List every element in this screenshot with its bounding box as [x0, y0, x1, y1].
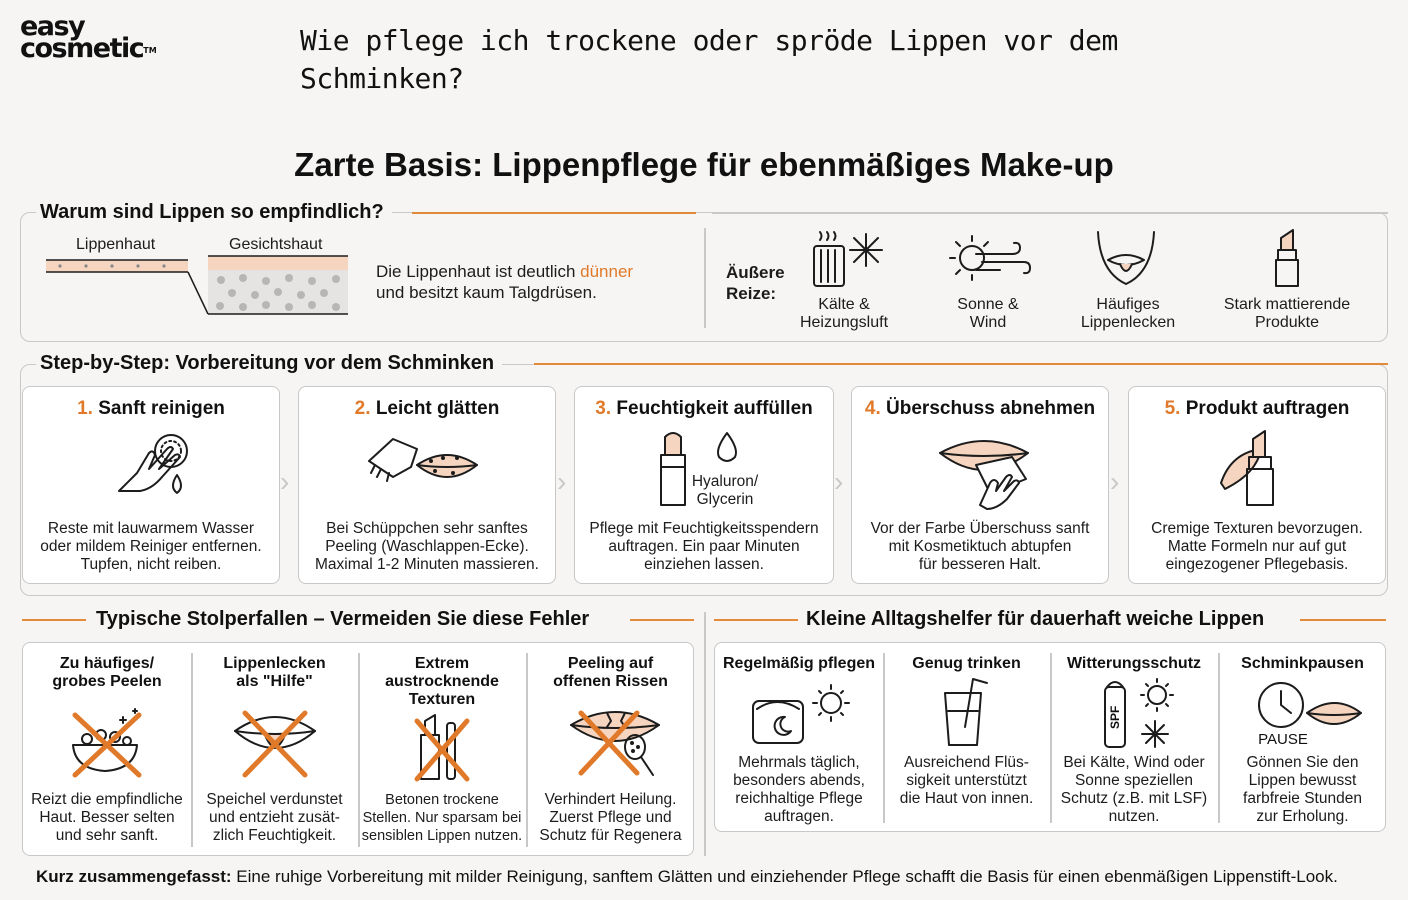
helper-2-title: Genug trinken [912, 655, 1021, 672]
step-1-text-line-1: Reste mit lauwarmem Wasser [47, 520, 255, 537]
why-vertical-divider [704, 228, 706, 328]
stimulus-sun-line-2: Wind [969, 314, 1007, 331]
step-4-text-line-3: für besseren Halt. [918, 556, 1042, 573]
helper-2-text-line-2: sigkeit unterstützt [906, 772, 1027, 789]
pitfall-4-title [526, 655, 695, 691]
stimulus-licking-label [1068, 296, 1188, 332]
stimulus-licking-line-1: Häufiges [1096, 296, 1160, 313]
external-stimuli-label-2: Reize: [726, 284, 777, 303]
helper-3-text-line-4: nutzen. [1108, 808, 1160, 825]
step-2-title-text: Leicht glätten [375, 398, 500, 419]
pitfall-1-title [23, 655, 191, 691]
step-arrow-4: › [1110, 466, 1120, 497]
helper-3-text-line-2: Sonne speziellen [1074, 772, 1194, 789]
why-title-underline [412, 212, 696, 214]
step-1-number: 1. [77, 398, 93, 419]
radiator-snowflake-icon [810, 228, 886, 292]
step-3-text-line-2: auftragen. Ein paar Minuten [608, 538, 800, 555]
helper-4-description [1218, 754, 1387, 826]
step-1-title-text: Sanft reinigen [98, 398, 225, 419]
helper-3-text-line-1: Bei Kälte, Wind oder [1063, 754, 1205, 771]
step-arrow-2: › [557, 466, 567, 497]
steps-title-underline [534, 363, 1388, 365]
helpers-section-title: Kleine Alltagshelfer für dauerhaft weiche Lippen [802, 608, 1272, 631]
helper-3-description [1050, 754, 1218, 826]
pitfall-3-title-line-2: austrocknende [385, 673, 499, 690]
logo-word: cosmetic [20, 33, 144, 64]
lip-licking-icon [1094, 230, 1158, 292]
helper-4-text-line-4: zur Erholung. [1256, 808, 1349, 825]
why-divider-line [712, 212, 1388, 214]
water-drop-icon [713, 431, 741, 463]
pitfall-2-title-line-2: als "Hilfe" [236, 673, 313, 690]
stimulus-sun-label [938, 296, 1038, 332]
face-skin-label: Gesichtshaut [229, 236, 323, 253]
pitfall-2-text-line-3: zlich Feuchtigkeit. [212, 827, 337, 844]
sun-wind-icon [946, 230, 1030, 290]
steps-section-title: Step-by-Step: Vorbereitung vor dem Schminken [36, 352, 502, 375]
step-5-title [1129, 398, 1385, 420]
step-1-text-line-2: oder mildem Reiniger entfernen. [40, 538, 262, 555]
step-3-title [575, 398, 833, 420]
pitfalls-title-line-left [22, 619, 86, 621]
step-1-title [23, 398, 279, 420]
pitfalls-title-line-right [630, 619, 694, 621]
clock-lips-icon [1255, 679, 1363, 735]
external-stimuli-label-1: Äußere [726, 263, 785, 282]
lipstick-icon [1272, 228, 1302, 290]
step-3-description [575, 520, 833, 574]
brand-logo [20, 11, 157, 64]
step-2-description [299, 520, 555, 574]
pitfall-4-text-line-2: Zuerst Pflege und [549, 809, 672, 826]
helper-2-description [883, 754, 1050, 808]
stimulus-matte-line-2: Produkte [1254, 314, 1320, 331]
pitfall-1-title-line-2: grobes Peelen [52, 673, 162, 690]
stimulus-cold-line-2: Heizungsluft [799, 314, 889, 331]
cream-jar-moon-sun-icon [749, 681, 853, 747]
summary-body: Eine ruhige Vorbereitung mit milder Reinigung, sanftem Glätten und einziehender Pflege schafft die Basis für einen ebenmäßigen Lippenstift-Look. [231, 867, 1338, 886]
step-2-number: 2. [354, 398, 371, 419]
page-question: Wie pflege ich trockene oder spröde Lippen vor dem Schminken? [300, 24, 1118, 95]
helper-1-text-line-2: besonders abends, [733, 772, 865, 789]
helper-4-title: Schminkpausen [1241, 655, 1364, 672]
helper-3-text-line-3: Schutz (z.B. mit LSF) [1060, 790, 1208, 807]
step-3-title-text: Feuchtigkeit auffüllen [616, 398, 813, 419]
step-2-text-line-3: Maximal 1-2 Minuten massieren. [315, 556, 539, 573]
lip-skin-text-2: und besitzt kaum Talgdrüsen. [376, 283, 597, 302]
step-card-1 [22, 386, 280, 584]
step-card-2 [298, 386, 556, 584]
helper-4-text-line-1: Gönnen Sie den [1246, 754, 1359, 771]
lower-vertical-divider [704, 612, 706, 856]
pitfall-3-description [358, 791, 526, 845]
step-4-text-line-1: Vor der Farbe Überschuss sanft [870, 520, 1090, 537]
pitfall-3-title-line-1: Extrem [414, 655, 470, 672]
spf-label: SPF [1108, 705, 1122, 729]
helper-1-title: Regelmäßig pflegen [722, 655, 876, 672]
pitfall-4-description [526, 791, 695, 845]
page-title: Zarte Basis: Lippenpflege für ebenmäßiges Make-up [294, 146, 1114, 183]
step-3-text-line-3: einziehen lassen. [644, 556, 764, 573]
pitfall-4-text-line-1: Verhindert Heilung. [544, 791, 677, 808]
step-card-4 [851, 386, 1109, 584]
helpers-title-line-left [714, 619, 798, 621]
lipstick-swatch-icon [1217, 427, 1303, 511]
lip-skin-label: Lippenhaut [76, 236, 156, 253]
step-2-text-line-1: Bei Schüppchen sehr sanftes [326, 520, 528, 537]
stimulus-cold-line-1: Kälte & [818, 296, 870, 313]
stimulus-sun-line-1: Sonne & [957, 296, 1019, 313]
logo-line-1: easy [20, 11, 85, 42]
step-card-3 [574, 386, 834, 584]
step-arrow-3: › [834, 466, 844, 497]
summary-text [36, 867, 1338, 887]
pitfall-3-title-line-3: Texturen [408, 691, 476, 708]
washcloth-lips-icon [365, 431, 493, 505]
hand-cotton-pad-icon [113, 427, 197, 511]
helper-4-text-line-2: Lippen bewusst [1248, 772, 1357, 789]
helpers-panel [714, 642, 1386, 832]
summary-label: Kurz zusammengefasst: [36, 867, 232, 886]
pause-label: PAUSE [1258, 731, 1308, 748]
pitfall-2-text-line-1: Speichel verdunstet [206, 791, 343, 808]
step-4-description [852, 520, 1108, 574]
helper-1-description [715, 754, 883, 826]
hyaluron-label-line-1: Hyaluron/ [691, 473, 759, 490]
pitfall-2-title [191, 655, 358, 691]
step-1-description [23, 520, 279, 574]
helpers-title-line-right [1300, 619, 1386, 621]
licking-lips-crossed-icon [231, 705, 319, 781]
stimulus-matte-line-1: Stark mattierende [1223, 296, 1351, 313]
pitfall-4-title-line-2: offenen Rissen [553, 673, 668, 690]
step-2-text-line-2: Peeling (Waschlappen-Ecke). [325, 538, 529, 555]
stimulus-licking-line-2: Lippenlecken [1080, 314, 1176, 331]
step-card-5 [1128, 386, 1386, 584]
lips-tissue-icon [936, 435, 1032, 511]
pitfall-1-text-line-2: Haut. Besser selten [39, 809, 175, 826]
step-4-title-text: Überschuss abnehmen [886, 398, 1096, 419]
step-5-description [1129, 520, 1385, 574]
skin-thickness-diagram [46, 254, 350, 320]
step-3-text-line-1: Pflege mit Feuchtigkeitsspendern [589, 520, 819, 537]
step-5-text-line-3: eingezogener Pflegebasis. [1165, 556, 1349, 573]
hyaluron-label [683, 473, 767, 509]
pitfall-1-text-line-1: Reizt die empfindliche [31, 791, 183, 808]
step-3-number: 3. [595, 398, 612, 419]
pitfall-4-title-line-1: Peeling auf [567, 655, 654, 672]
helper-1-text-line-3: reichhaltige Pflege [735, 790, 863, 807]
stimulus-cold-label [790, 296, 898, 332]
lip-skin-description [376, 261, 676, 303]
pitfall-2-title-line-1: Lippenlecken [223, 655, 326, 672]
step-5-text-line-2: Matte Formeln nur auf gut [1167, 538, 1347, 555]
step-5-title-text: Produkt auftragen [1185, 398, 1350, 419]
stimulus-matte-label [1212, 296, 1362, 332]
pitfalls-panel [22, 642, 694, 856]
logo-line-2 [20, 33, 157, 64]
step-5-text-line-1: Cremige Texturen bevorzugen. [1151, 520, 1363, 537]
pitfall-3-text-line-1: Betonen trockene [385, 792, 499, 808]
cracked-lips-brush-crossed-icon [567, 703, 663, 783]
step-4-title [852, 398, 1108, 420]
step-arrow-1: › [280, 466, 290, 497]
why-section-title: Warum sind Lippen so empfindlich? [36, 201, 392, 224]
water-glass-icon [941, 677, 995, 749]
logo-trademark: TM [143, 46, 157, 55]
pitfall-1-text-line-3: und sehr sanft. [55, 827, 159, 844]
helper-2-text-line-3: die Haut von innen. [899, 790, 1034, 807]
external-stimuli-label [726, 262, 785, 304]
helper-3-title: Witterungsschutz [1066, 655, 1202, 672]
pitfall-1-title-line-1: Zu häufiges/ [59, 655, 155, 672]
helper-1-text-line-4: auftragen. [764, 808, 834, 825]
step-5-number: 5. [1164, 398, 1181, 419]
helper-4-text-line-3: farbfreie Stunden [1243, 790, 1362, 807]
matte-products-crossed-icon [411, 713, 473, 785]
hyaluron-label-line-2: Glycerin [696, 491, 754, 508]
helper-1-text-line-1: Mehrmals täglich, [738, 754, 860, 771]
pitfalls-section-title: Typische Stolperfallen – Vermeiden Sie diese Fehler [92, 608, 597, 631]
pitfall-2-description [191, 791, 358, 845]
step-1-text-line-3: Tupfen, nicht reiben. [80, 556, 222, 573]
pitfall-3-text-line-2: Stellen. Nur sparsam bei [362, 810, 522, 826]
step-2-title [299, 398, 555, 420]
helper-2-text-line-1: Ausreichend Flüs- [904, 754, 1029, 771]
step-4-number: 4. [864, 398, 881, 419]
pitfall-3-title [358, 655, 526, 709]
pitfall-3-text-line-3: sensiblen Lippen nutzen. [361, 828, 523, 844]
pitfall-1-description [23, 791, 191, 845]
lip-skin-text-accent: dünner [580, 262, 634, 281]
scrub-bowl-crossed-icon [65, 705, 149, 781]
pitfall-4-text-line-3: Schutz für Regenera [539, 827, 682, 844]
step-4-text-line-2: mit Kosmetiktuch abtupfen [888, 538, 1072, 555]
pitfall-2-text-line-2: und entzieht zusät- [209, 809, 340, 826]
lip-skin-text-1: Die Lippenhaut ist deutlich [376, 262, 581, 281]
